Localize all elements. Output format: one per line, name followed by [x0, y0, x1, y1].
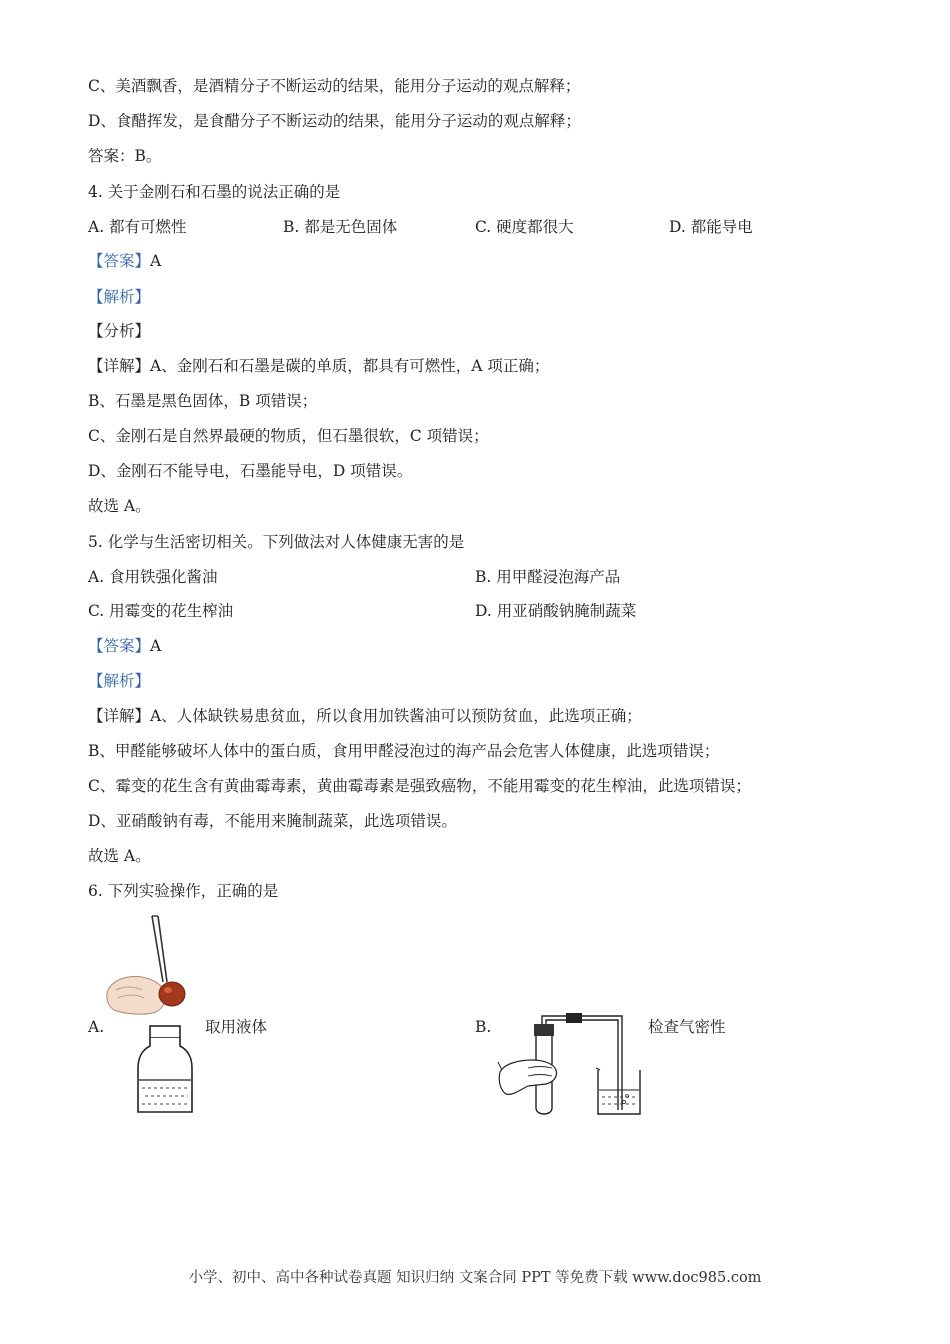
q5-option-d: D. 用亚硝酸钠腌制蔬菜 [475, 602, 637, 620]
q4-option-a: A. 都有可燃性 [88, 218, 187, 236]
q6-stem: 6. 下列实验操作，正确的是 [88, 882, 279, 900]
q4-option-d: D. 都能导电 [669, 218, 753, 236]
q4-detail-a-text: A、金刚石和石墨是碳的单质，都具有可燃性，A 项正确； [150, 357, 550, 375]
q5-detail-d: D、亚硝酸钠有毒，不能用来腌制蔬菜，此选项错误。 [88, 812, 457, 830]
q4-detail-b: B、石墨是黑色固体，B 项错误； [88, 392, 318, 410]
q4-option-c: C. 硬度都很大 [475, 218, 574, 236]
q3-answer: 答案：B。 [88, 147, 162, 165]
q4-detail-d: D、金刚石不能导电，石墨能导电，D 项错误。 [88, 462, 413, 480]
q4-option-b: B. 都是无色固体 [283, 218, 398, 236]
q5-stem: 5. 化学与生活密切相关。下列做法对人体健康无害的是 [88, 533, 465, 551]
q5-option-a: A. 食用铁强化酱油 [88, 568, 218, 586]
q4-answer [88, 250, 161, 272]
q4-analysis-tag: 【解析】 [88, 288, 151, 306]
airtightness-apparatus-figure [498, 1010, 658, 1120]
q6-option-b-letter: B. [475, 1018, 492, 1036]
q5-answer-value: A [150, 637, 162, 655]
q4-answer-value: A [150, 252, 162, 270]
q6-option-a-letter: A. [88, 1018, 105, 1036]
q5-detail-c: C、霉变的花生含有黄曲霉毒素，黄曲霉毒素是强致癌物，不能用霉变的花生榨油，此选项错误； [88, 777, 751, 795]
q5-option-b: B. 用甲醛浸泡海产品 [475, 568, 621, 586]
q5-conclusion: 故选 A。 [88, 847, 151, 865]
q4-detail-c: C、金刚石是自然界最硬的物质，但石墨很软，C 项错误； [88, 427, 489, 445]
q4-answer-tag: 【答案】 [88, 252, 151, 270]
q5-detail-a [88, 705, 642, 727]
q5-detail-tag: 【详解】 [88, 707, 151, 725]
q6-option-b-caption: 检查气密性 [648, 1018, 726, 1036]
q4-stem: 4. 关于金刚石和石墨的说法正确的是 [88, 183, 341, 201]
q6-option-a-caption: 取用液体 [205, 1018, 268, 1036]
page-footer: 小学、初中、高中各种试卷真题 知识归纳 文案合同 PPT 等免费下载 www.doc985.com [188, 1270, 762, 1286]
q5-detail-b: B、甲醛能够破坏人体中的蛋白质，食用甲醛浸泡过的海产品会危害人体健康，此选项错误； [88, 742, 720, 760]
q3-option-c-explanation: C、美酒飘香，是酒精分子不断运动的结果，能用分子运动的观点解释； [88, 77, 581, 95]
q3-option-d-explanation: D、食醋挥发，是食醋分子不断运动的结果，能用分子运动的观点解释； [88, 112, 581, 130]
q5-answer [88, 635, 161, 657]
q5-analysis-tag: 【解析】 [88, 672, 151, 690]
q5-answer-tag: 【答案】 [88, 637, 151, 655]
q5-detail-a-text: A、人体缺铁易患贫血，所以食用加铁酱油可以预防贫血，此选项正确； [150, 707, 642, 725]
dropper-bottle-figure [100, 912, 210, 1117]
q4-fenxi-tag: 【分析】 [88, 322, 151, 340]
q4-detail-a [88, 355, 549, 377]
q4-conclusion: 故选 A。 [88, 497, 151, 515]
q4-detail-tag: 【详解】 [88, 357, 151, 375]
q5-option-c: C. 用霉变的花生榨油 [88, 602, 234, 620]
